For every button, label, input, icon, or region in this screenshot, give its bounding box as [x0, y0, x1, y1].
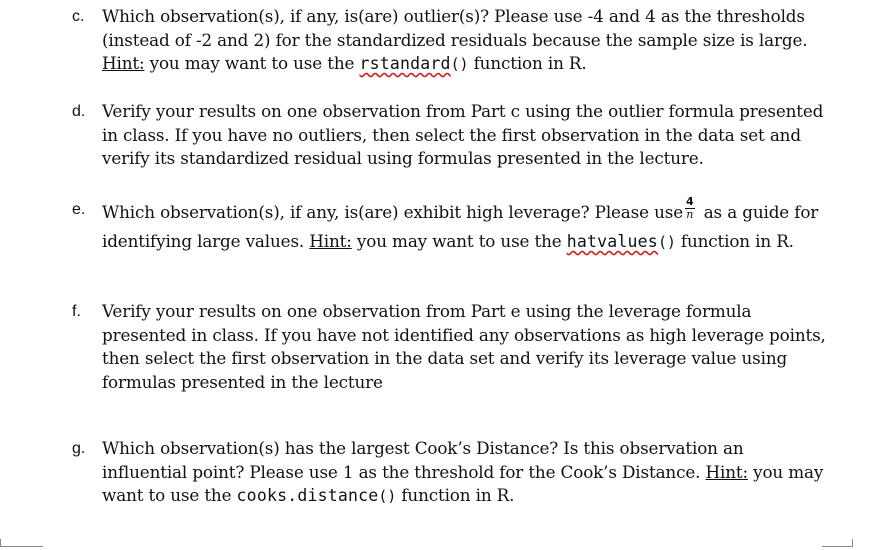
question-e-text: Which observation(s), if any, is(are) exhibit high leverage? Please use $\frac{4}{n}$ as a guide for identifying large values. Hint: you may want to use the hatvalues() function in R. [102, 195, 819, 251]
item-letter: f. [72, 303, 81, 320]
item-letter: g. [72, 440, 86, 457]
question-g [72, 437, 832, 509]
question-e [72, 195, 832, 257]
question-g-text: Which observation(s) has the largest Cook’s Distance? Is this observation an influential point? Please use 1 as the threshold for the Cook’s Distance. Hint: you may want to use the cooks.distance() function in R. [102, 438, 824, 505]
page-corner-mark-left [0, 539, 43, 547]
code-cooks-distance: cooks.distance [236, 486, 379, 505]
question-f-text: Verify your results on one observation from Part e using the leverage formula presented in class. If you have not identified any observations as high leverage points, then select the first observation in the data set and verify its leverage value using formulas presented in the lecture [102, 301, 826, 392]
question-d-text: Verify your results on one observation from Part c using the outlier formula presented in class. If you have no outliers, then select the first observation in the data set and verify its standardized residual using formulas presented in the lecture. [102, 101, 824, 168]
question-d [72, 100, 832, 171]
fraction-4-over-n: $\frac{4}{n}$ [686, 195, 694, 221]
item-letter: d. [72, 103, 86, 120]
code-rstandard: rstandard [359, 54, 451, 73]
hint-label: Hint: [705, 461, 748, 482]
item-letter: c. [72, 8, 85, 25]
question-c [72, 5, 832, 77]
question-c-text: Which observation(s), if any, is(are) outlier(s)? Please use -4 and 4 as the thresholds (instead of -2 and 2) for the standardized residuals because the sample size is large. Hint: you may want to use the rstandard() function in R. [102, 6, 808, 73]
code-hatvalues: hatvalues [566, 232, 658, 251]
item-letter: e. [72, 201, 86, 218]
page-corner-mark-right [822, 539, 853, 547]
question-f [72, 300, 832, 394]
hint-label: Hint: [309, 231, 352, 251]
hint-label: Hint: [102, 53, 145, 73]
